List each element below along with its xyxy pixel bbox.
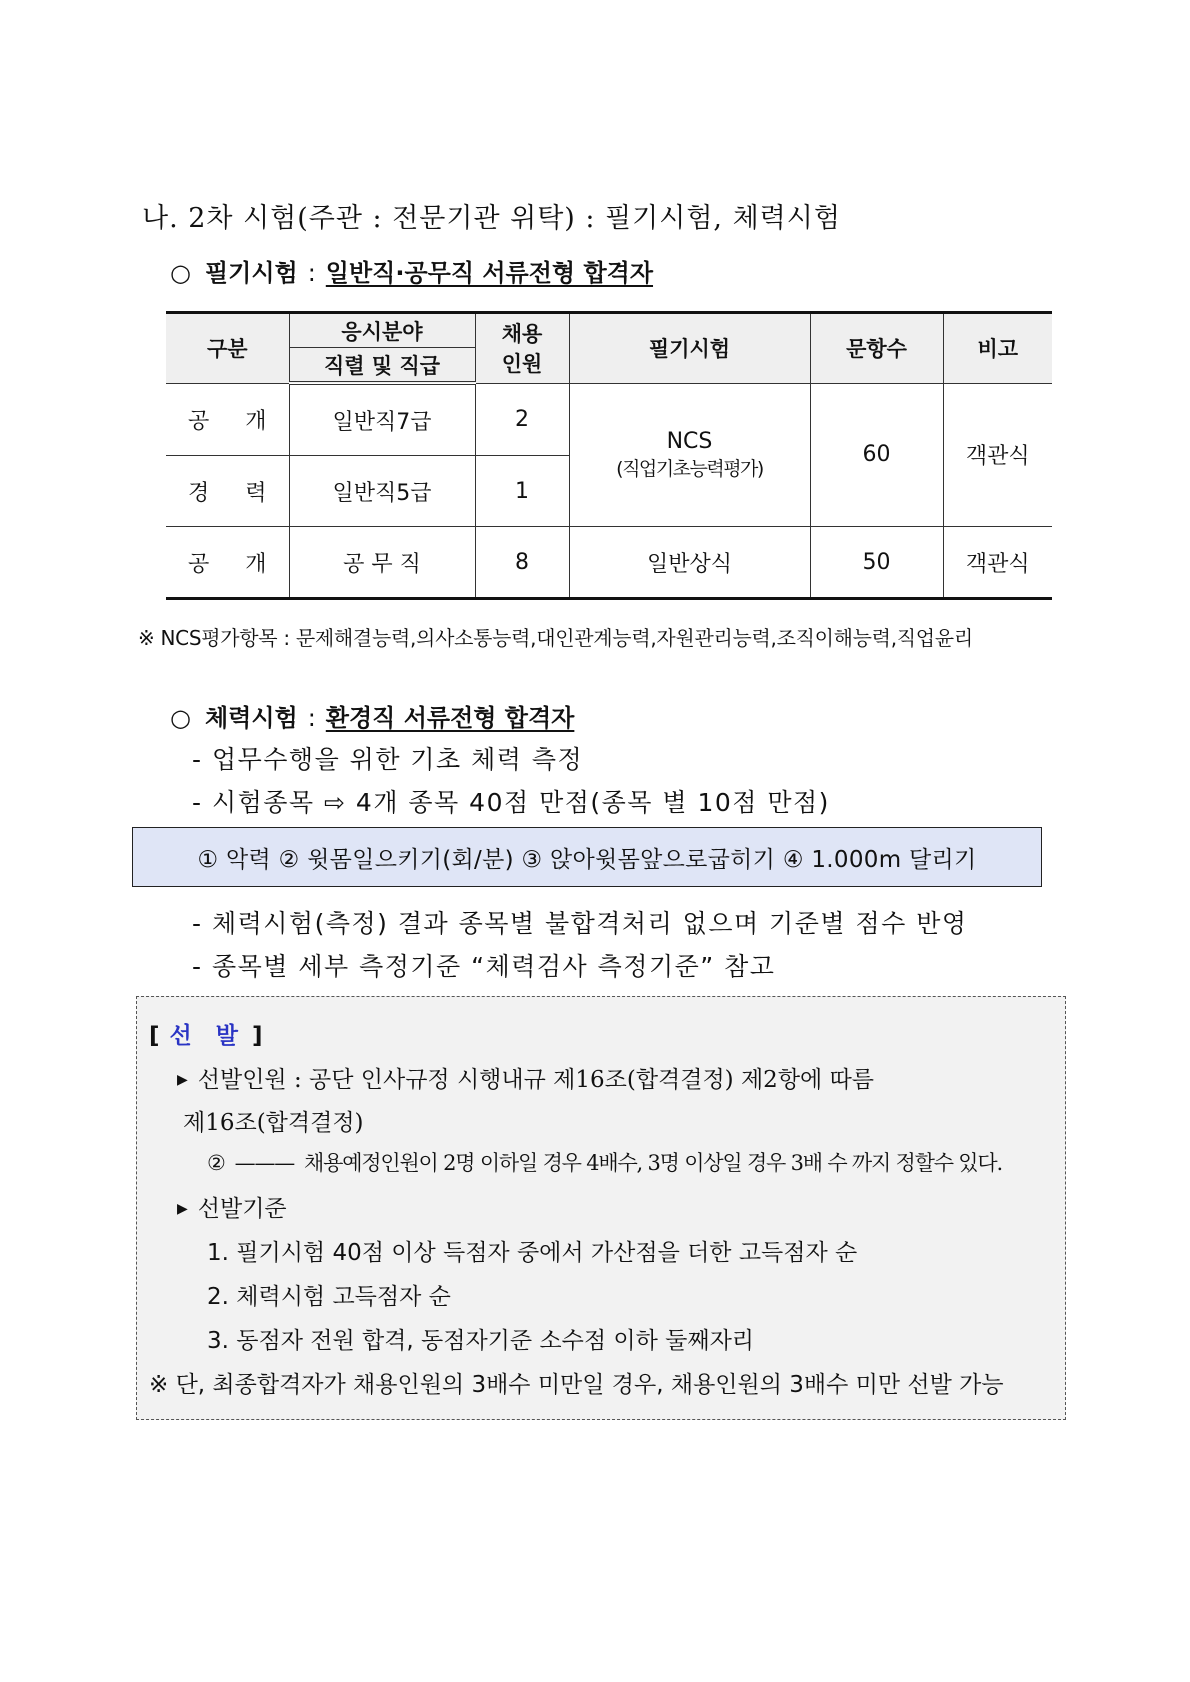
physical-exam-subheading (170, 698, 574, 733)
header-hire-line2: 인원 (501, 352, 543, 377)
written-exam-label: 필기시험 (204, 259, 298, 287)
table-row (166, 527, 1052, 599)
physical-bullet-criteria: - 종목별 세부 측정기준 “체력검사 측정기준” 참고 (192, 952, 776, 981)
row-category-char: 공 (188, 551, 210, 577)
rule-number: ② (207, 1151, 225, 1175)
selection-rule (207, 1147, 1002, 1177)
ncs-description: (직업기초능력평가) (616, 457, 763, 480)
header-written-exam: 필기시험 (569, 313, 810, 384)
written-exam-target: 일반직·공무직 서류전형 합격자 (325, 259, 654, 287)
row-note: 객관식 (943, 383, 1052, 527)
selection-article: 제16조(합격결정) (183, 1110, 364, 1136)
written-exam-subheading (170, 253, 653, 288)
events-list: ① 악력 ② 윗몸일으키기(회/분) ③ 앉아윗몸앞으로굽히기 ④ 1.000m 달리기 (197, 846, 977, 873)
physical-exam-label: 체력시험 (204, 704, 298, 732)
physical-bullet-purpose: - 업무수행을 위한 기초 체력 측정 (192, 745, 584, 774)
physical-exam-target: 환경직 서류전형 합격자 (325, 704, 575, 732)
selection-box (136, 996, 1066, 1420)
selection-title (149, 1017, 262, 1050)
header-field: 응시분야 (289, 313, 475, 348)
header-category: 구분 (166, 313, 289, 384)
physical-bullet-result: - 체력시험(측정) 결과 종목별 불합격처리 없으며 기준별 점수 반영 (192, 909, 968, 938)
header-grade: 직렬 및 직급 (289, 348, 475, 384)
row-questions: 50 (810, 527, 943, 599)
row-category-char: 개 (245, 408, 267, 434)
row-count: 1 (475, 456, 569, 527)
selection-criteria-text: 선발기준 (197, 1196, 287, 1222)
separator: : (307, 259, 316, 287)
row-written-exam-ncs (569, 383, 810, 527)
separator: : (307, 704, 316, 732)
triangle-bullet-icon: ▶ (177, 1201, 188, 1217)
header-questions: 문항수 (810, 313, 943, 384)
physical-bullet-events: - 시험종목 ⇨ 4개 종목 40점 만점(종목 별 10점 만점) (192, 788, 830, 817)
criteria-item: 2. 체력시험 고득점자 순 (207, 1284, 451, 1310)
section-heading: 나. 2차 시험(주관 : 전문기관 위탁) : 필기시험, 체력시험 (142, 203, 841, 234)
row-grade: 공 무 직 (289, 527, 475, 599)
triangle-bullet-icon: ▶ (177, 1072, 188, 1088)
selection-personnel-text: 선발인원 : 공단 인사규정 시행내규 제16조(합격결정) 제2항에 따름 (197, 1067, 875, 1093)
selection-criteria (177, 1190, 287, 1223)
events-box (132, 827, 1042, 887)
row-category-char: 공 (188, 408, 210, 434)
rule-dash: ——— (234, 1151, 295, 1175)
header-hire-line1: 채용 (501, 322, 543, 347)
selection-personnel (177, 1061, 874, 1094)
row-category-char: 개 (245, 551, 267, 577)
row-category (166, 456, 289, 527)
row-count: 2 (475, 383, 569, 456)
selection-footnote: ※ 단, 최종합격자가 채용인원의 3배수 미만일 경우, 채용인원의 3배수 미만 선발 가능 (149, 1372, 1004, 1398)
header-hire-count (475, 313, 569, 384)
row-questions: 60 (810, 383, 943, 527)
row-note: 객관식 (943, 527, 1052, 599)
exam-table (166, 311, 1052, 600)
ncs-label: NCS (666, 428, 713, 454)
header-note: 비고 (943, 313, 1052, 384)
rule-text: 채용예정인원이 2명 이하일 경우 4배수, 3명 이상일 경우 3배 수 까지 정할수 있다. (304, 1151, 1002, 1175)
row-category (166, 383, 289, 456)
ncs-evaluation-note: ※ NCS평가항목 : 문제해결능력,의사소통능력,대인관계능력,자원관리능력,조직이해능력,직업윤리 (138, 626, 973, 650)
row-category-char: 력 (245, 480, 267, 506)
table-row (166, 383, 1052, 456)
row-grade: 일반직5급 (289, 456, 475, 527)
row-category-char: 경 (188, 480, 210, 506)
row-written-exam-general: 일반상식 (569, 527, 810, 599)
bracket: [ (149, 1023, 160, 1049)
selection-title-text: 선 발 (169, 1023, 246, 1049)
row-grade: 일반직7급 (289, 383, 475, 456)
circle-bullet-icon: ○ (170, 704, 191, 732)
row-category (166, 527, 289, 599)
bracket: ] (251, 1023, 263, 1049)
criteria-item: 1. 필기시험 40점 이상 득점자 중에서 가산점을 더한 고득점자 순 (207, 1240, 858, 1266)
circle-bullet-icon: ○ (170, 259, 191, 287)
row-count: 8 (475, 527, 569, 599)
criteria-item: 3. 동점자 전원 합격, 동점자기준 소수점 이하 둘째자리 (207, 1328, 755, 1354)
